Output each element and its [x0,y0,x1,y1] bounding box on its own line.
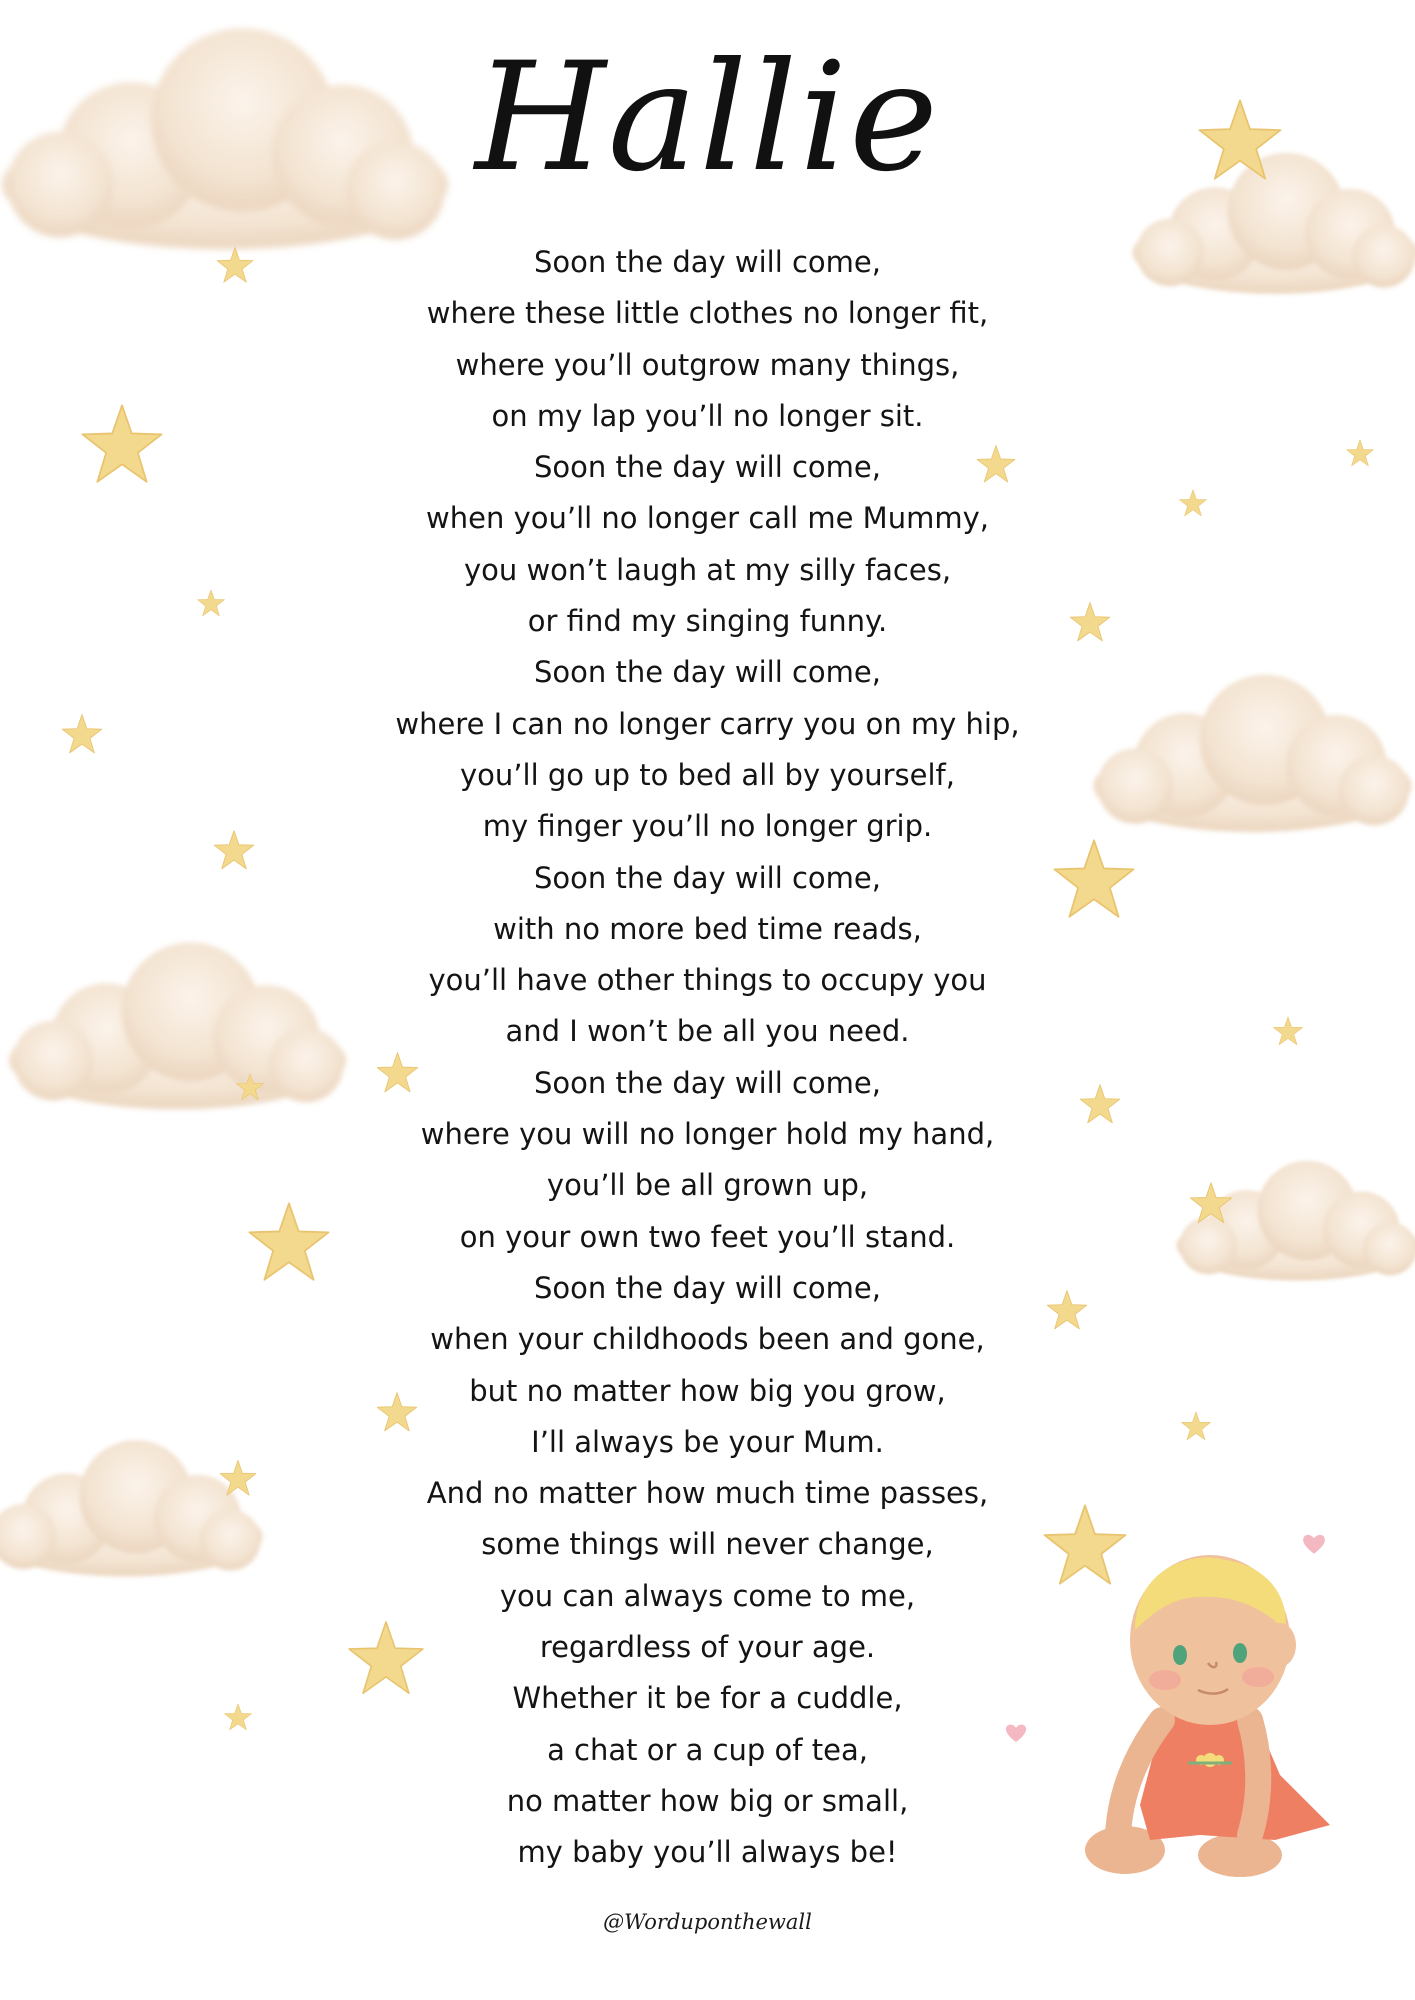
star-icon [235,1072,265,1102]
poem-line: you can always come to me, [499,1578,916,1613]
poem-body [300,237,1115,1879]
poem-line: And no matter how much time passes, [426,1476,989,1511]
star-icon [60,712,104,756]
poem-line: when you’ll no longer call me Mummy, [426,501,989,536]
poem-line: my baby you’ll always be! [517,1835,898,1870]
star-icon [1178,488,1208,518]
credit-handle: @Worduponthewall [603,1910,812,1934]
poster-title: Hallie [475,31,940,205]
star-icon [1188,1180,1234,1226]
poem-line: on your own two feet you’ll stand. [459,1219,956,1254]
poem-line: Soon the day will come, [534,1065,881,1100]
poem-line: Soon the day will come, [534,1270,881,1305]
poem-line: Whether it be for a cuddle, [512,1681,903,1716]
poem-line: some things will never change, [481,1527,934,1562]
star-icon [215,245,255,285]
poem-line: Soon the day will come, [534,655,881,690]
baby-illustration [1080,1535,1380,1880]
poem-line: with no more bed time reads, [493,911,922,946]
star-icon [196,588,226,618]
poem-line: but no matter how big you grow, [469,1373,946,1408]
poem-line: you won’t laugh at my silly faces, [463,552,952,587]
star-icon [223,1702,253,1732]
star-icon [212,828,256,872]
poem-line: you’ll have other things to occupy you [428,963,987,998]
poem-line: when your childhoods been and gone, [430,1322,985,1357]
poem-line: on my lap you’ll no longer sit. [491,398,924,433]
poem-line: where you’ll outgrow many things, [455,347,960,382]
poem-line: no matter how big or small, [506,1783,909,1818]
poem-line: a chat or a cup of tea, [547,1732,868,1767]
poem-line: where these little clothes no longer fit, [426,296,989,331]
poem-line: you’ll be all grown up, [546,1168,869,1203]
cloud-icon [0,1415,270,1600]
poem-line: my finger you’ll no longer grip. [482,809,933,844]
poem-line: Soon the day will come, [534,245,881,279]
cloud-icon [1085,640,1415,865]
star-icon [1272,1015,1304,1047]
poem-line: Soon the day will come, [534,860,881,895]
poem-line: regardless of your age. [539,1630,876,1665]
star-icon [1180,1410,1212,1442]
poem-line: where I can no longer carry you on my hip, [395,706,1020,741]
star-icon [1345,438,1375,468]
poem-line: you’ll go up to bed all by yourself, [460,757,955,792]
poem-line: Soon the day will come, [534,450,881,485]
star-icon [218,1458,258,1498]
poem-line: where you will no longer hold my hand, [420,1117,995,1152]
poem-line: I’ll always be your Mum. [531,1424,884,1459]
poem-line: or find my singing funny. [527,604,888,639]
star-icon [78,400,166,488]
poem-line: and I won’t be all you need. [505,1014,910,1049]
